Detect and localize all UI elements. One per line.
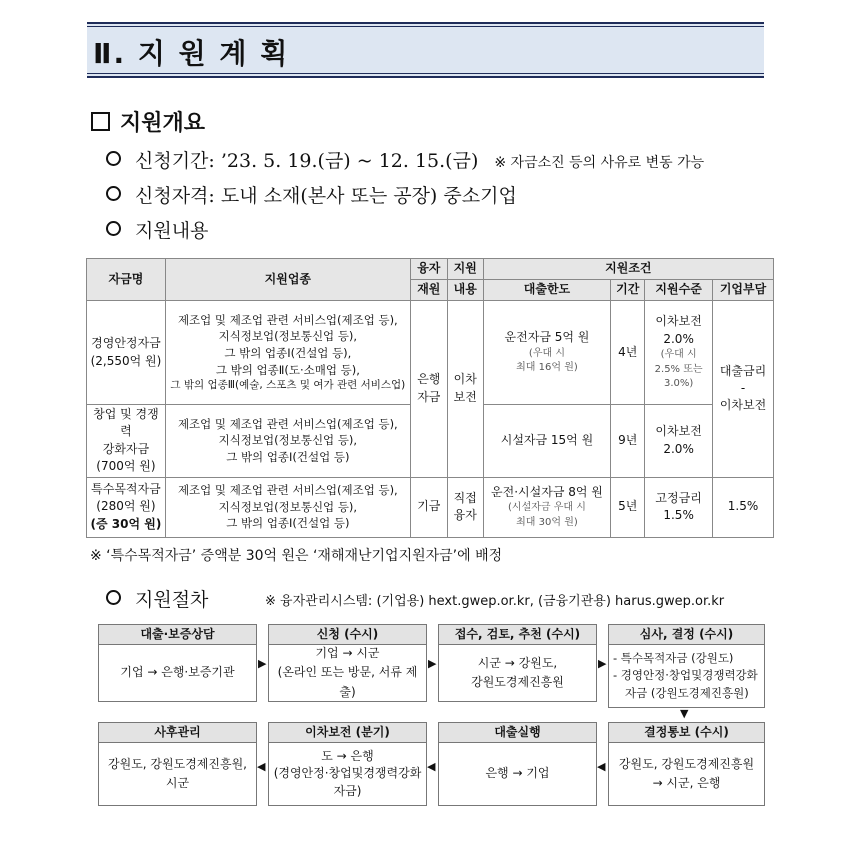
type-cell [447, 477, 483, 537]
step-decide [608, 624, 765, 708]
fund-cell [87, 477, 166, 537]
table-row [87, 477, 774, 537]
arrow-right-icon: ▶ [428, 657, 437, 670]
fund-amount: (2,550억 원) [90, 353, 162, 368]
industry-line: 그 밖의 업종Ⅲ(예술, 스포츠 및 여가 관련 서비스업) [170, 379, 406, 392]
step-line: 강원도, 강원도경제진흥원, [108, 756, 247, 771]
circle-bullet-icon [106, 186, 121, 201]
arrow-left-icon: ◀ [427, 760, 436, 773]
step-line: 강원도, 강원도경제진흥원 [618, 756, 755, 771]
limit-note: (시설자금 우대 시 [508, 502, 586, 514]
procedure-title: 지원절차 [135, 589, 209, 611]
industry-line: 제조업 및 제조업 관련 서비스업(제조업 등), [177, 483, 398, 498]
step-body [609, 743, 764, 805]
arrow-down-icon: ▼ [680, 707, 689, 720]
header-source-2: 재원 [410, 280, 447, 301]
header-period: 기간 [611, 280, 645, 301]
fund-amount: (700억 원) [96, 459, 156, 474]
circle-bullet-icon [106, 151, 121, 166]
header-conditions: 지원조건 [483, 259, 773, 280]
step-body [99, 645, 256, 701]
step-line: 시군 [165, 776, 190, 790]
industry-line: 그 밖의 업종Ⅰ(건설업 등), [224, 345, 352, 360]
source-cell: 기금 [410, 477, 447, 537]
section-title-bar [87, 22, 764, 78]
eligibility-text: 신청자격: 도내 소재(본사 또는 공장) 중소기업 [135, 185, 517, 207]
limit-cell [483, 477, 611, 537]
step-line: (경영안정·창업및경쟁력강화 [273, 766, 422, 781]
type-cell [447, 301, 483, 478]
level-main: 고정금리 [655, 490, 702, 505]
fund-cell [87, 405, 166, 478]
eligibility-line [106, 181, 517, 208]
type-line: 융자 [453, 508, 477, 523]
burden-cell [713, 301, 774, 478]
step-title: 대출·보증상담 [99, 625, 256, 645]
step-title: 이차보전 (분기) [269, 723, 426, 743]
table-row [87, 301, 774, 405]
limit-note: (우대 시 [528, 347, 565, 359]
limit-note: 최대 16억 원) [516, 362, 578, 374]
period-cell: 5년 [611, 477, 645, 537]
step-title: 대출실행 [439, 723, 596, 743]
period-note: ※ 자금소진 등의 사유로 변동 가능 [494, 155, 705, 171]
level-note: (우대 시 [660, 349, 697, 361]
type-line: 직접 [453, 490, 477, 505]
level-note: 3.0%) [663, 378, 694, 390]
header-burden: 기업부담 [713, 280, 774, 301]
step-body [269, 743, 426, 805]
step-title: 사후관리 [99, 723, 256, 743]
step-review [438, 624, 597, 702]
level-main: 1.5% [663, 508, 694, 523]
header-limit: 대출한도 [483, 280, 611, 301]
header-type-2: 내용 [447, 280, 483, 301]
limit-note: 최대 30억 원) [516, 516, 578, 528]
period-cell: 9년 [611, 405, 645, 478]
level-main: 이차보전 [655, 424, 702, 439]
industry-line: 지식정보업(정보통신업 등), [218, 329, 358, 344]
special-fund-note: ※ ‘특수목적자금’ 증액분 30억 원은 ‘재해재난기업지원자금’에 배정 [90, 548, 503, 564]
burden-line: 이차보전 [719, 398, 767, 413]
header-level: 지원수준 [645, 280, 713, 301]
burden-cell: 1.5% [713, 477, 774, 537]
step-line: - 특수목적자금 (강원도) [613, 651, 734, 666]
step-title: 심사, 결정 (수시) [609, 625, 764, 645]
step-subsidy [268, 722, 427, 806]
source-line: 자금 [417, 389, 441, 404]
type-line: 이차 [453, 372, 477, 387]
square-bullet-icon [91, 112, 110, 131]
header-source-1: 융자 [410, 259, 447, 280]
industry-line: 지식정보업(정보통신업 등), [218, 499, 358, 514]
industry-line: 제조업 및 제조업 관련 서비스업(제조업 등), [177, 416, 398, 431]
type-line: 보전 [453, 389, 477, 404]
step-aftercare [98, 722, 257, 806]
step-notify [608, 722, 765, 806]
fund-name: 창업 및 경쟁력 [93, 407, 159, 439]
overview-heading [91, 106, 205, 137]
fund-increase: (증 30억 원) [90, 516, 162, 531]
level-cell [645, 405, 713, 478]
content-line [106, 216, 208, 243]
step-line: 기업 → 은행·보증기관 [120, 665, 235, 680]
source-cell [410, 301, 447, 478]
step-body [439, 645, 596, 701]
overview-title: 지원개요 [120, 111, 206, 136]
step-line: 자금) [333, 783, 362, 798]
step-line: 시군 → 강원도, [477, 655, 558, 670]
step-body [99, 743, 256, 805]
industry-line: 그 밖의 업종Ⅰ(건설업 등) [226, 450, 350, 465]
limit-cell [483, 301, 611, 405]
step-line: 자금 (강원도경제진흥원) [625, 685, 749, 700]
arrow-left-icon: ◀ [597, 760, 606, 773]
header-industry: 지원업종 [165, 259, 410, 301]
step-execute [438, 722, 597, 806]
limit-main: 운전자금 5억 원 [504, 330, 590, 345]
step-body [609, 645, 764, 707]
page-title: Ⅱ. 지 원 계 획 [93, 37, 290, 70]
step-title: 신청 (수시) [269, 625, 426, 645]
step-title: 결정통보 (수시) [609, 723, 764, 743]
limit-main: 운전·시설자금 8억 원 [491, 484, 603, 499]
level-main: 2.0% [663, 441, 694, 456]
arrow-right-icon: ▶ [258, 657, 267, 670]
fund-name: 특수목적자금 [91, 481, 161, 496]
step-line: 도 → 은행 [321, 748, 374, 763]
level-cell [645, 301, 713, 405]
level-cell [645, 477, 713, 537]
step-line: → 시군, 은행 [652, 776, 721, 790]
fund-cell [87, 301, 166, 405]
procedure-heading [106, 585, 208, 612]
support-table [86, 258, 774, 538]
header-type-1: 지원 [447, 259, 483, 280]
step-consult [98, 624, 257, 702]
level-note: 2.5% 또는 [654, 363, 703, 375]
step-line: 기업 → 시군 [315, 646, 380, 661]
source-line: 은행 [417, 372, 441, 387]
limit-cell: 시설자금 15억 원 [483, 405, 611, 478]
industry-cell [165, 405, 410, 478]
period-line [106, 146, 704, 173]
step-line: - 경영안정·창업및경쟁력강화 [613, 668, 758, 683]
arrow-right-icon: ▶ [598, 657, 607, 670]
period-cell: 4년 [611, 301, 645, 405]
industry-line: 지식정보업(정보통신업 등), [218, 433, 358, 448]
content-text: 지원내용 [135, 220, 209, 242]
industry-line: 그 밖의 업종Ⅰ(건설업 등) [226, 516, 350, 531]
fund-name: 경영안정자금 [91, 336, 161, 351]
circle-bullet-icon [106, 221, 121, 236]
step-line: 강원도경제진흥원 [471, 675, 564, 689]
step-line: 은행 → 기업 [485, 766, 550, 781]
step-title: 접수, 검토, 추천 (수시) [439, 625, 596, 645]
step-line: (온라인 또는 방문, 서류 제출) [277, 665, 418, 699]
burden-line: - [740, 381, 746, 396]
level-main: 이차보전 [655, 314, 702, 329]
burden-line: 대출금리 [719, 363, 767, 378]
fund-amount: (280억 원) [96, 499, 156, 514]
header-fund: 자금명 [87, 259, 166, 301]
industry-line: 그 밖의 업종Ⅱ(도·소매업 등), [215, 362, 360, 377]
arrow-left-icon: ◀ [257, 760, 266, 773]
circle-bullet-icon [106, 590, 121, 605]
system-note: ※ 융자관리시스템: (기업용) hext.gwep.or.kr, (금융기관용) harus.gwep.or.kr [265, 594, 725, 609]
industry-cell [165, 477, 410, 537]
step-body [269, 645, 426, 701]
industry-cell [165, 301, 410, 405]
step-apply [268, 624, 427, 702]
level-main: 2.0% [663, 331, 694, 346]
fund-name: 강화자금 [102, 441, 150, 456]
industry-line: 제조업 및 제조업 관련 서비스업(제조업 등), [177, 312, 398, 327]
step-body [439, 743, 596, 805]
period-text: 신청기간: ’23. 5. 19.(금) ~ 12. 15.(금) [135, 150, 479, 172]
